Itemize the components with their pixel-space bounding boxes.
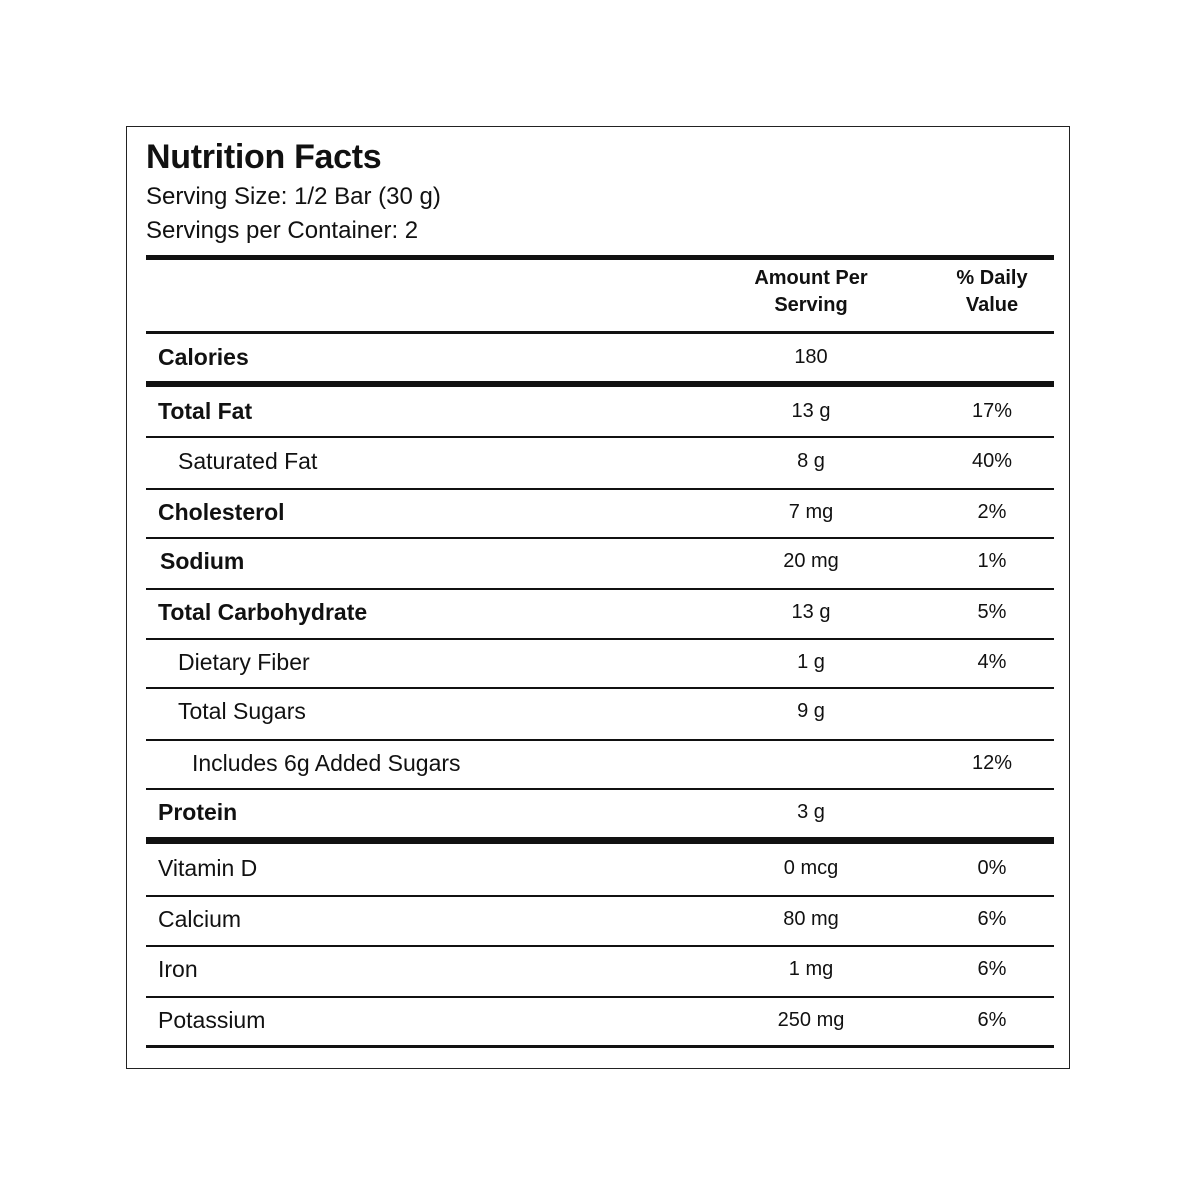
row-amount [727,739,895,787]
row-label: Iron [158,956,198,982]
row-sodium [146,537,1054,585]
row-label: Includes 6g Added Sugars [192,750,461,776]
row-daily-value: 6% [977,1009,1007,1031]
row-label: Total Carbohydrate [158,599,368,625]
row-amount: 3 g [797,801,825,823]
row-daily-value: 1% [977,550,1007,572]
row-amount: 8 g [797,450,825,472]
row-amount: 80 mg [783,908,839,930]
label-title: Nutrition Facts [146,138,382,176]
row-daily-value: 40% [971,450,1013,472]
row-label: Cholesterol [158,499,285,525]
row-amount: 1 mg [788,958,834,980]
row-amount: 180 [794,346,828,368]
thick-rule-top [146,255,1054,260]
row-label: Saturated Fat [178,448,318,474]
thick-rule-bottom [146,1045,1054,1048]
row-vitamin-d [146,844,1054,892]
row-daily-value: 6% [977,958,1007,980]
row-label: Calories [158,344,249,370]
row-calories [146,333,1054,381]
thick-rule-protein [146,837,1054,844]
row-amount: 13 g [791,400,831,422]
row-amount: 1 g [797,651,825,673]
row-label: Calcium [158,906,242,932]
row-label: Sodium [160,548,245,574]
row-label: Total Sugars [178,698,306,724]
row-potassium [146,996,1054,1044]
row-daily-value [917,333,1067,381]
row-daily-value: 12% [971,752,1013,774]
row-amount: 20 mg [783,550,839,572]
row-total-fat [146,387,1054,435]
row-cholesterol [146,488,1054,536]
row-amount: 9 g [797,700,825,722]
row-added-sugars [146,739,1054,787]
row-daily-value: 2% [977,501,1007,523]
row-label: Protein [158,799,238,825]
amount-per-serving-header: Amount Per Serving [754,267,868,316]
row-label: Total Fat [158,398,253,424]
row-calcium [146,895,1054,943]
row-total-sugars [146,687,1054,735]
servings-per-container: Servings per Container: 2 [146,217,419,244]
row-daily-value: 5% [977,601,1007,623]
daily-value-header: % Daily Value [956,267,1028,316]
row-daily-value: 17% [971,400,1013,422]
nutrition-facts-panel [126,126,1070,1069]
row-label: Potassium [158,1007,266,1033]
row-daily-value: 6% [977,908,1007,930]
row-saturated-fat [146,437,1054,485]
row-daily-value: 0% [977,857,1007,879]
row-amount: 13 g [791,601,831,623]
row-iron [146,945,1054,993]
row-daily-value [917,788,1067,836]
row-total-carbohydrate [146,588,1054,636]
row-daily-value [917,687,1067,735]
row-dietary-fiber [146,638,1054,686]
row-amount: 250 mg [777,1009,845,1031]
row-protein [146,788,1054,836]
serving-size: Serving Size: 1/2 Bar (30 g) [146,183,441,210]
row-daily-value: 4% [977,651,1007,673]
row-label: Dietary Fiber [178,649,310,675]
row-label: Vitamin D [158,855,258,881]
row-amount: 7 mg [788,501,834,523]
row-amount: 0 mcg [783,857,839,879]
